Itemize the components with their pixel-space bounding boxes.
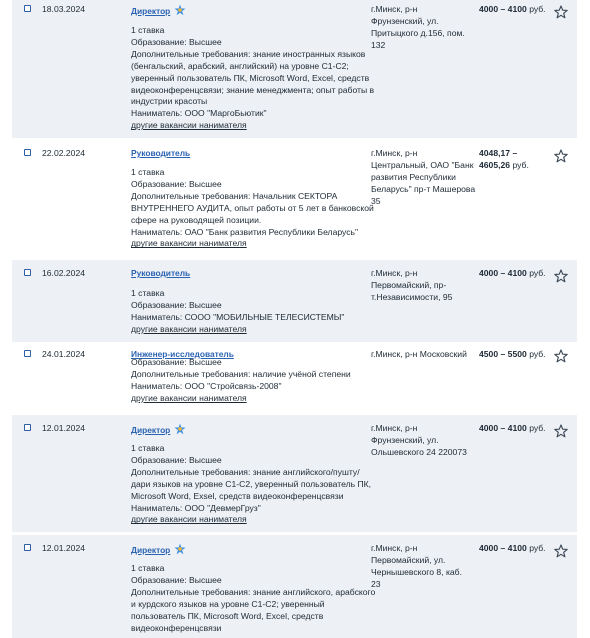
desc-line: и курдского языков на уровне С1-С2; уверенный xyxy=(131,598,325,609)
vacancy-salary xyxy=(479,4,546,16)
address-line: Центральный, ОАО "Банк xyxy=(371,159,474,170)
desc-line: 1 ставка xyxy=(131,288,165,298)
vacancy-description xyxy=(131,288,369,336)
salary-unit: руб. xyxy=(529,543,546,553)
address-line: 23 xyxy=(371,578,381,589)
star-outline-icon[interactable] xyxy=(554,544,568,558)
desc-line: Дополнительные требования: знание английского, арабского xyxy=(131,586,376,597)
vacancy-address xyxy=(371,543,471,591)
star-badge-icon xyxy=(174,423,186,435)
vacancy-title-link[interactable]: Инженер-исследователь xyxy=(131,349,234,359)
desc-line: видеоконференцсвязи; знание менеджмента; опыт работы в xyxy=(131,84,375,95)
address-line: г.Минск, р-н xyxy=(371,4,418,14)
vacancy-description xyxy=(131,25,375,132)
vacancy-date: 12.01.2024 xyxy=(42,543,86,553)
desc-line: Образование: Высшее xyxy=(131,454,222,465)
vacancy-address xyxy=(371,268,471,304)
address-line: 35 xyxy=(371,195,381,206)
address-line: Притыцкого д.156, пом. xyxy=(371,27,465,38)
desc-line: 1 ставка xyxy=(131,563,165,573)
vacancy-date: 12.01.2024 xyxy=(42,423,86,433)
address-line: Беларусь" пр-т Машерова xyxy=(371,183,476,194)
vacancy-row xyxy=(12,260,577,342)
desc-line: Образование: Высшее xyxy=(131,357,222,367)
address-line: г.Минск, р-н xyxy=(371,268,418,278)
desc-line: Дополнительные требования: наличие учёной степени xyxy=(131,368,351,379)
address-line: 132 xyxy=(371,39,386,50)
vacancy-date: 24.01.2024 xyxy=(42,349,86,359)
vacancy-salary xyxy=(479,148,529,172)
address-line: Фрунзенский, ул. xyxy=(371,15,439,26)
vacancy-date: 18.03.2024 xyxy=(42,4,86,14)
address-line: развития Республики xyxy=(371,171,456,182)
vacancy-row xyxy=(12,0,577,138)
star-outline-icon[interactable] xyxy=(554,424,568,438)
vacancy-address xyxy=(371,4,471,52)
employer-name: Наниматель: ООО "Стройсвязь-2008" xyxy=(131,380,282,391)
salary-range: 4000 – 4100 xyxy=(479,4,530,14)
vacancy-row xyxy=(12,415,577,532)
vacancy-date: 22.02.2024 xyxy=(42,148,86,158)
vacancy-salary xyxy=(479,268,546,280)
employer-name: Наниматель: ОАО "Банк развития Республики Беларусь" xyxy=(131,226,359,237)
vacancy-title-link[interactable]: Директор xyxy=(131,4,186,16)
star-badge-icon xyxy=(174,4,186,16)
desc-line: сфере на руководящей позиции. xyxy=(131,214,262,225)
vacancy-salary xyxy=(479,543,546,555)
desc-line: уверенный пользователь ПК, Microsoft Word, Excel, средств xyxy=(131,72,370,83)
salary-range: 4048,17 – xyxy=(479,148,518,158)
address-line: г.Минск, р-н xyxy=(371,148,418,158)
star-outline-icon[interactable] xyxy=(554,149,568,163)
vacancy-address xyxy=(371,148,476,208)
salary-range: 4000 – 4100 xyxy=(479,423,530,433)
vacancy-description xyxy=(131,167,374,250)
checkbox-icon[interactable] xyxy=(24,5,31,12)
vacancy-title-link[interactable]: Руководитель xyxy=(131,148,191,158)
vacancy-address xyxy=(371,349,471,361)
star-badge-icon xyxy=(174,543,186,555)
vacancy-salary xyxy=(479,423,546,435)
salary-unit: руб. xyxy=(529,349,546,359)
desc-line: Microsoft Word, Exsel, средств видеоконференцсвязи xyxy=(131,490,344,501)
address-line: Ольшевского 24 220073 xyxy=(371,446,467,457)
vacancy-salary xyxy=(479,349,546,361)
desc-line: дари языков на уровне С1-С2, уверенный пользователь ПК, xyxy=(131,478,372,489)
other-vacancies-link[interactable]: другие вакансии нанимателя xyxy=(131,514,247,525)
vacancy-date: 16.02.2024 xyxy=(42,268,86,278)
vacancy-row xyxy=(12,344,577,410)
salary-unit: руб. xyxy=(512,159,529,170)
desc-line: (бенгальский, арабский, английский) на уровне С1-С2; xyxy=(131,60,349,71)
address-line: г.Минск, р-н Московский xyxy=(371,349,467,359)
address-line: т.Независимости, 95 xyxy=(371,291,453,302)
vacancy-description xyxy=(131,443,372,526)
salary-range: 4500 – 5500 xyxy=(479,349,530,359)
vacancy-row xyxy=(12,535,577,638)
address-line: г.Минск, р-н xyxy=(371,543,418,553)
other-vacancies-link[interactable]: другие вакансии нанимателя xyxy=(131,238,247,249)
checkbox-icon[interactable] xyxy=(24,269,31,276)
desc-line: Образование: Высшее xyxy=(131,299,222,310)
address-line: г.Минск, р-н xyxy=(371,423,418,433)
salary-unit: руб. xyxy=(529,268,546,278)
salary-range: 4000 – 4100 xyxy=(479,543,530,553)
desc-line: видеоконференцсвязи xyxy=(131,622,222,633)
checkbox-icon[interactable] xyxy=(24,424,31,431)
salary-range: 4605,26 xyxy=(479,159,513,170)
address-line: Первомайский, пр- xyxy=(371,279,447,290)
desc-line: Дополнительные требования: Начальник СЕКТОРА xyxy=(131,190,338,201)
desc-line: ВНУТРЕННЕГО АУДИТА, опыт работы от 5 лет в банковской xyxy=(131,202,374,213)
other-vacancies-link[interactable]: другие вакансии нанимателя xyxy=(131,323,247,334)
desc-line: пользователь ПК, Microsoft Word, Excel, средств xyxy=(131,610,324,621)
vacancy-title-link[interactable]: Директор xyxy=(131,423,186,435)
desc-line: индустрии красоты xyxy=(131,96,208,107)
checkbox-icon[interactable] xyxy=(24,149,31,156)
star-outline-icon[interactable] xyxy=(554,5,568,19)
address-line: Чернышевского 8, каб. xyxy=(371,566,462,577)
desc-line: 1 ставка xyxy=(131,167,165,177)
salary-unit: руб. xyxy=(529,423,546,433)
vacancy-address xyxy=(371,423,471,459)
checkbox-icon[interactable] xyxy=(24,350,31,357)
employer-name: Наниматель: СООО "МОБИЛЬНЫЕ ТЕЛЕСИСТЕМЫ" xyxy=(131,311,345,322)
desc-line: Образование: Высшее xyxy=(131,36,222,47)
salary-unit: руб. xyxy=(529,4,546,14)
employer-name: Наниматель: ООО "МаргоБьютик" xyxy=(131,108,267,119)
address-line: Первомайский, ул. xyxy=(371,554,446,565)
salary-range: 4000 – 4100 xyxy=(479,268,530,278)
desc-line: Образование: Высшее xyxy=(131,178,222,189)
desc-line: 1 ставка xyxy=(131,443,165,453)
star-outline-icon[interactable] xyxy=(554,349,568,363)
employer-name: Наниматель: ООО "ДевмерГруз" xyxy=(131,502,261,513)
vacancy-description xyxy=(131,357,369,405)
other-vacancies-link[interactable]: другие вакансии нанимателя xyxy=(131,392,247,403)
desc-line: Дополнительные требования: знание иностранных языков xyxy=(131,48,366,59)
desc-line: Дополнительные требования: знание английского/пушту/ xyxy=(131,466,360,477)
star-outline-icon[interactable] xyxy=(554,269,568,283)
desc-line: 1 ставка xyxy=(131,25,165,35)
checkbox-icon[interactable] xyxy=(24,544,31,551)
address-line: Фрунзенский, ул. xyxy=(371,434,439,445)
other-vacancies-link[interactable]: другие вакансии нанимателя xyxy=(131,120,247,131)
vacancy-row xyxy=(12,138,577,258)
desc-line: Образование: Высшее xyxy=(131,574,222,585)
row-header-clip xyxy=(12,344,577,359)
vacancy-title-link[interactable]: Руководитель xyxy=(131,268,191,278)
vacancy-title-link[interactable]: Директор xyxy=(131,543,186,555)
